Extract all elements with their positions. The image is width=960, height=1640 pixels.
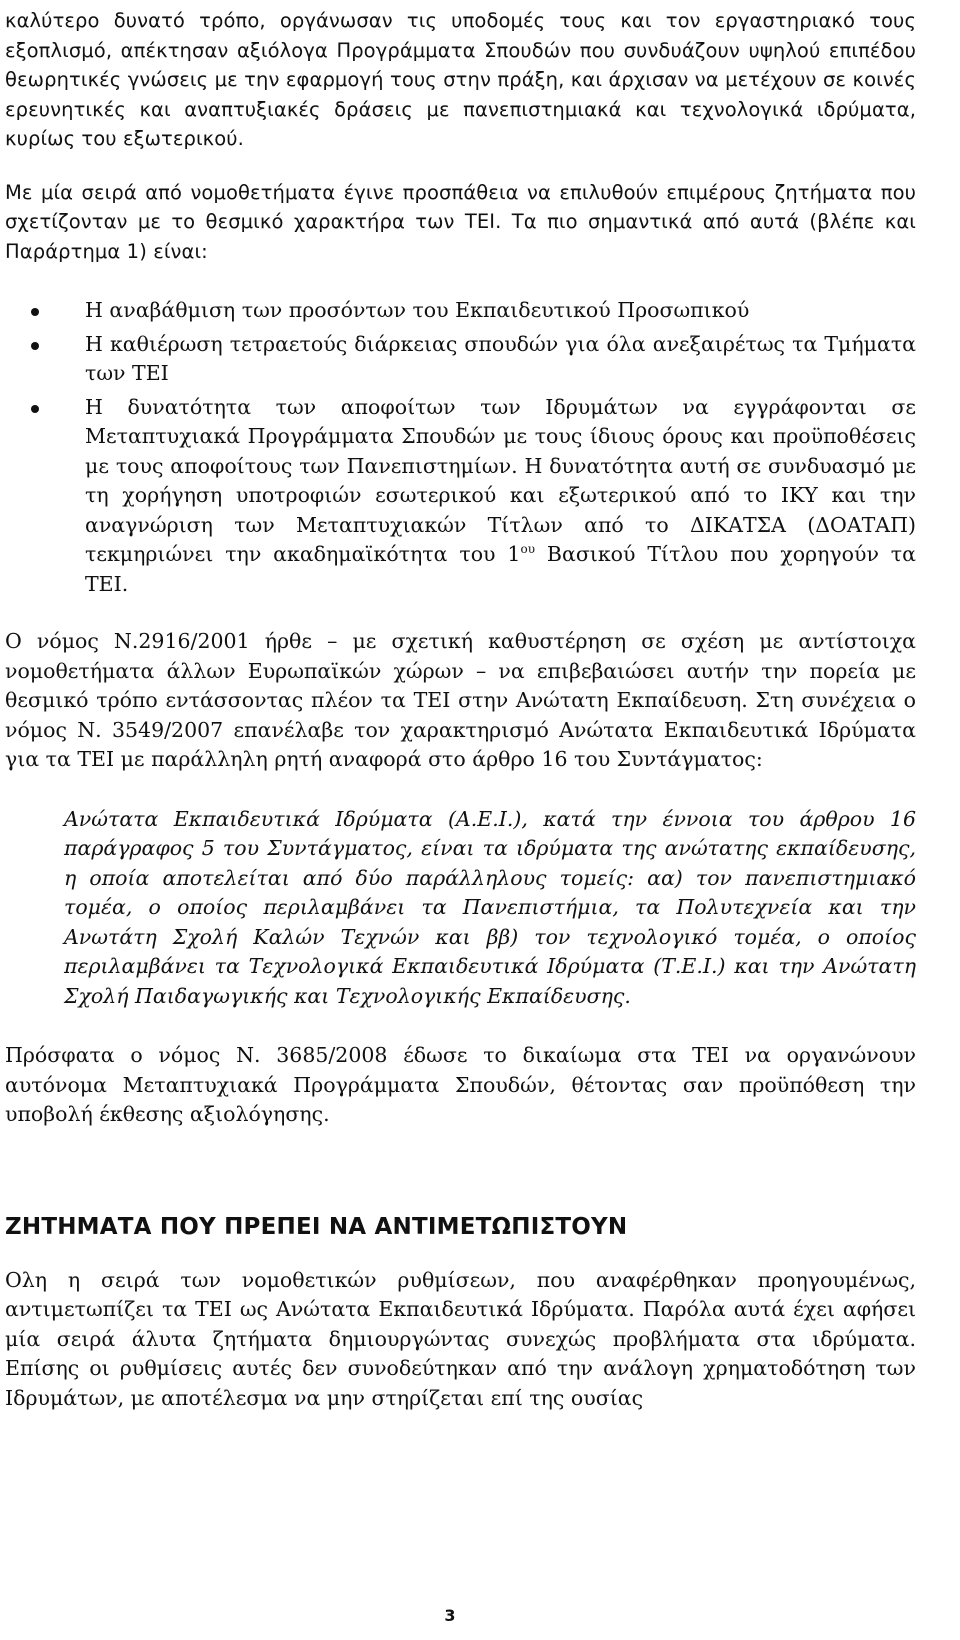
quoted-law-text: Ανώτατα Εκπαιδευτικά Ιδρύματα (Α.Ε.Ι.), κατά την έννοια του άρθρου 16 παράγραφος 5 του Συντάγματος, είναι τα ιδρύματα της ανώτατης εκπαίδευσης, η οποία αποτελείται από δύο παράλληλους τομείς: αα) τον πανεπιστημιακό τομέα, ο οποίος περιλαμβάνει τα Πανεπιστήμια, τα Πολυτεχνεία και την Ανωτάτη Σχολή Καλών Τεχνών και ββ) τον τεχνολογικό τομέα, ο οποίος περιλαμβάνει τα Τεχνολογικά Εκπαιδευτικά Ιδρύματα (Τ.Ε.Ι.) και την Ανώτατη Σχολή Παιδαγωγικής και Τεχνολογικής Εκπαίδευσης.	[64, 806, 916, 1008]
list-item	[5, 330, 916, 389]
paragraph-issues: Ολη η σειρά των νομοθετικών ρυθμίσεων, που αναφέρθηκαν προηγουμένως, αντιμετωπίζει τα ΤΕΙ ως Ανώτατα Εκπαιδευτικά Ιδρύματα. Παρόλα αυτά έχει αφήσει μία σειρά άλυτα ζητήματα δημιουργώντας συνεχώς προβλήματα στα ιδρύματα. Επίσης οι ρυθμίσεις αυτές δεν συνοδεύτηκαν από την ανάλογη χρηματοδότηση των Ιδρυμάτων, με αποτέλεσμα να μην στηρίζεται επί της ουσίας	[5, 1267, 916, 1410]
paragraph-legislation: Με μία σειρά από νομοθετήματα έγινε προσπάθεια να επιλυθούν επιμέρους ζητήματα που σχετίζονταν με το θεσμικό χαρακτήρα των ΤΕΙ. Τα πιο σημαντικά από αυτά (βλέπε και Παράρτημα 1) είναι:	[5, 180, 916, 263]
list-item	[5, 296, 916, 326]
bullet-text: Η αναβάθμιση των προσόντων του Εκπαιδευτικού Προσωπικού	[85, 298, 750, 322]
bullet-icon	[31, 342, 39, 350]
list-item	[5, 393, 916, 600]
section-heading: ΖΗΤΗΜΑΤΑ ΠΟΥ ΠΡΕΠΕΙ ΝΑ ΑΝΤΙΜΕΤΩΠΙΣΤΟΥΝ	[5, 1213, 628, 1240]
paragraph-law-3685: Πρόσφατα ο νόμος Ν. 3685/2008 έδωσε το δικαίωμα στα ΤΕΙ να οργανώνουν αυτόνομα Μεταπτυχιακά Προγράμματα Σπουδών, θέτοντας σαν προϋπόθεση την υποβολή έκθεσης αξιολόγησης.	[5, 1043, 916, 1126]
ordinal-superscript: ου	[520, 542, 535, 557]
document-page	[5, 6, 916, 1413]
paragraph-law-2916: Ο νόμος Ν.2916/2001 ήρθε – με σχετική καθυστέρηση σε σχέση με αντίστοιχα νομοθετήματα άλλων Ευρωπαϊκών χώρων – να επιβεβαιώσει αυτήν την πορεία με θεσμικό τρόπο εντάσσοντας πλέον τα ΤΕΙ στην Ανώτατη Εκπαίδευση. Στη συνέχεια ο νόμος Ν. 3549/2007 επανέλαβε τον χαρακτηρισμό Ανώτατα Εκπαιδευτικά Ιδρύματα για τα ΤΕΙ με παράλληλη ρητή αναφορά στο άρθρο 16 του Συντάγματος:	[5, 629, 916, 771]
bullet-list	[5, 296, 916, 599]
paragraph-intro: καλύτερο δυνατό τρόπο, οργάνωσαν τις υποδομές τους και τον εργαστηριακό τους εξοπλισμό, απέκτησαν αξιόλογα Προγράμματα Σπουδών που συνδυάζουν υψηλού επιπέδου θεωρητικές γνώσεις με την εφαρμογή τους στην πράξη, και άρχισαν να μετέχουν σε κοινές ερευνητικές και αναπτυξιακές δράσεις με πανεπιστημιακά και τεχνολογικά ιδρύματα, κυρίως του εξωτερικού.	[5, 9, 916, 150]
bullet-text: Η δυνατότητα των αποφοίτων των Ιδρυμάτων να εγγράφονται σε Μεταπτυχιακά Προγράμματα Σπουδών με τους ίδιους όρους και προϋποθέσεις με τους αποφοίτους των Πανεπιστημίων. Η δυνατότητα αυτή σε συνδυασμό με τη χορήγηση υποτροφιών εσωτερικού και εξωτερικού από το ΙΚΥ και την αναγνώριση των Μεταπτυχιακών Τίτλων από το ΔΙΚΑΤΣΑ (ΔΟΑΤΑΠ) τεκμηριώνει την ακαδημαϊκότητα του 1	[85, 394, 916, 566]
bullet-text-tail: Βασικού Τίτλου που χορηγούν τα ΤΕΙ.	[85, 542, 916, 596]
bullet-text: Η καθιέρωση τετραετούς διάρκειας σπουδών για όλα ανεξαιρέτως τα Τμήματα των ΤΕΙ	[85, 331, 916, 385]
bullet-icon	[31, 308, 39, 316]
page-number: 3	[444, 1606, 456, 1625]
bullet-icon	[31, 405, 39, 413]
